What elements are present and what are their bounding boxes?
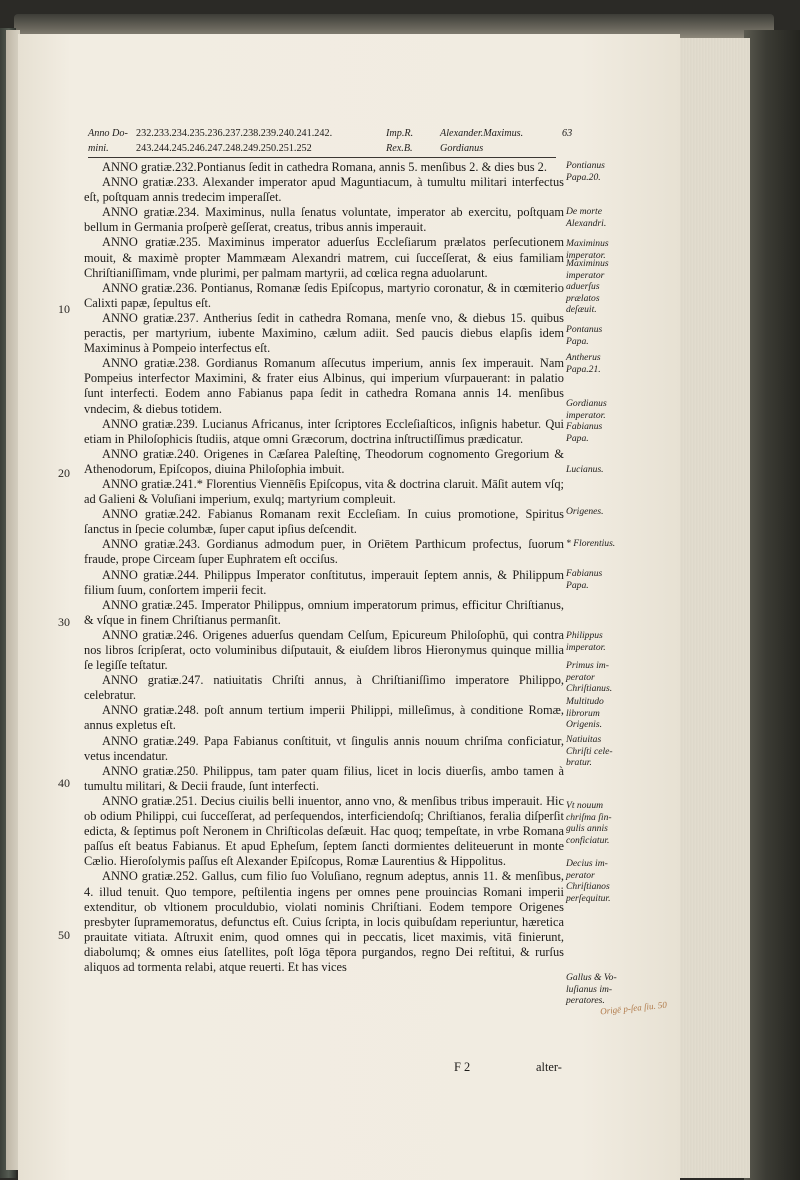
margin-note: Gordianus imperator. Fabianus Papa. xyxy=(566,398,607,444)
signature-mark: F 2 xyxy=(454,1060,471,1074)
margin-note: Primus im- perator Chriſtianus. xyxy=(566,660,613,695)
entry-235: ANNO gratiæ.235. Maximinus imperator aduerſus Eccleſiarum prælatos perſecutionem mouit, & maximè propter Mammæam Alexandri matrem, cui ſucceſſerat, & eius familiam Chriſtianiſſimam, vnde plurimi, per palmam martyrii, ad cœlica regna aduolarunt. xyxy=(84,235,564,280)
entry-241: ANNO gratiæ.241.* Florentius Viennēſis Epiſcopus, vita & doctrina claruit. Māſit autem vſq; ad Galieni & Voluſiani imperium, exulq; martyrium compleuit. xyxy=(84,476,564,507)
header-anno-domini: Anno Do- mini. xyxy=(88,128,128,154)
page-number: 63 xyxy=(562,128,573,139)
entry-247: ANNO gratiæ.247. natiuitatis Chriſti annus, à Chriſtianiſſimo imperatore Philippo, celebratur. xyxy=(84,673,564,703)
header-imp-rex: Imp.R. Rex.B. xyxy=(386,128,414,154)
entry-236: ANNO gratiæ.236. Pontianus, Romanæ ſedis Epiſcopus, martyrio coronatur, & in cœmiterio Calixti papæ, ſepultus eſt. xyxy=(84,280,564,310)
entry-233: ANNO gratiæ.233. Alexander imperator apud Maguntiacum, à tumultu militari interfectus eſt, poſtquam annis tredecim imperaſſet. xyxy=(84,175,564,205)
margin-note: Maximinus imperator. xyxy=(566,238,609,261)
header-years-row1: 232.233.234.235.236.237.238.239.240.241.242. xyxy=(136,128,333,139)
margin-note: Maximinus imperator aduerſus prælatos deſæuit. xyxy=(566,258,609,316)
margin-note: Antherus Papa.21. xyxy=(566,352,601,375)
margin-note: Decius im- perator Chriſtianos perſequitur. xyxy=(566,858,611,904)
margin-note: De morte Alexandri. xyxy=(566,206,607,229)
entry-243: ANNO gratiæ.243. Gordianus admodum puer, in Oriētem Parthicum profectus, ſuorum fraude, prope Circeam ſuper Euphratem eſt occiſus. xyxy=(84,537,564,567)
margin-note: Gallus & Vo- luſianus im- peratores. xyxy=(566,972,617,1007)
entry-232: ANNO gratiæ.232.Pontianus ſedit in cathedra Romana, annis 5. menſibus 2. & dies bus 2. xyxy=(102,160,547,174)
margin-note: Multitudo librorum Origenis. xyxy=(566,696,604,731)
entry-242: ANNO gratiæ.242. Fabianus Romanam rexit Eccleſiam. In cuius promotione, Spiritus ſanctus in ſpecie columbæ, ſuper caput ipſius deſcendit. xyxy=(84,507,564,537)
margin-note: Fabianus Papa. xyxy=(566,568,603,591)
line-number-20: 20 xyxy=(58,466,70,480)
main-text-column xyxy=(84,160,564,975)
margin-note: Natiuitas Chriſti cele- bratur. xyxy=(566,734,613,769)
margin-note: Pontianus Papa.20. xyxy=(566,160,605,183)
entry-245: ANNO gratiæ.245. Imperator Philippus, omnium imperatorum primus, efficitur Chriſtianus, & vſque in finem Chriſtianus permanſit. xyxy=(84,597,564,627)
entry-248: ANNO gratiæ.248. poſt annum tertium imperii Philippi, milleſimus, à conditione Romæ, annus expletus eſt. xyxy=(84,703,564,733)
entry-246: ANNO gratiæ.246. Origenes aduerſus quendam Celſum, Epicureum Philoſophū, qui contra nos libros ſcripſerat, octo voluminibus diſputauit, & eiuſdem libros Hieronymus quinque millia ſe legiſſe teſtatur. xyxy=(84,627,564,673)
header-emperors: Alexander.Maximus. Gordianus xyxy=(440,128,524,154)
running-header xyxy=(88,126,574,156)
line-number-40: 40 xyxy=(58,776,70,790)
entry-250: ANNO gratiæ.250. Philippus, tam pater quam filius, licet in locis diuerſis, ambo tamen à tumultu militari, & Decii fraude, ſunt interfecti. xyxy=(84,763,564,793)
header-rule xyxy=(88,157,556,158)
entry-239: ANNO gratiæ.239. Lucianus Africanus, inter ſcriptores Eccleſiaſticos, inſignis habetur. Qui etiam in Philoſophicis ſtudiis, atque omni Græcorum, doctrina inſtructiſſimus prædicatur. xyxy=(84,416,564,446)
entry-240: ANNO gratiæ.240. Origenes in Cæſarea Paleſtinę, Theodorum cognomento Gregorium & Athenodorum, Epiſcopos, diuina Philoſophia imbuit. xyxy=(84,446,564,476)
header-years xyxy=(136,126,332,156)
margin-note: Vt nouum chriſma ſin- gulis annis conficiatur. xyxy=(566,800,612,846)
margin-note: * Florentius. xyxy=(566,538,616,549)
margin-note: Pontanus Papa. xyxy=(566,324,603,347)
entry-237: ANNO gratiæ.237. Antherius ſedit in cathedra Romana, menſe vno, & diebus 15. quibus peractis, per martyrium, iubente Maximino, cælum adiit. Sed paucis diebus elapſis idem Maximinus à Pompeio interfectus eſt. xyxy=(84,310,564,356)
entry-238: ANNO gratiæ.238. Gordianus Romanum aſſecutus imperium, annis ſex imperauit. Nam Pompeius interfector Maximini, & frater eius Albinus, qui imperium vſurpauerant: in palatio ſunt interfecti. Eodem anno Fabianus papa ſedit in cathedra Romana annis 14. menſibus vndecim, & diebus totidem. xyxy=(84,356,564,416)
handwritten-annotation: Origē p-ſea ſiu. 50 xyxy=(599,999,668,1017)
entry-244: ANNO gratiæ.244. Philippus Imperator conſtitutus, imperauit ſeptem annis, & Philippum filium ſuum, conſortem imperii fecit. xyxy=(84,567,564,597)
entry-251: ANNO gratiæ.251. Decius ciuilis belli inuentor, anno vno, & menſibus tribus imperauit. Hic ob odium Philippi, cui ſucceſſerat, ad perſequendos, interficiendoſq; Chriſtianos, feralia diſperſit edicta, & ſeptimus poſt Neronem in Chriſticolas deſæuit. Hac quoq; tempeſtate, in vrbe Romana paſſus eſt beatus Fabianus. Et apud Epheſum, ſeptem ſancti dormientes deliteuerunt in monte Cælio. Hieroſolymis paſſus eſt Alexander Epiſcopus, Romæ Laurentius & Hippolitus. xyxy=(84,793,564,869)
margin-note: Philippus imperator. xyxy=(566,630,606,653)
line-number-50: 50 xyxy=(58,928,70,942)
margin-note: Origenes. xyxy=(566,506,604,517)
book-cover-right xyxy=(744,30,800,1180)
line-number-30: 30 xyxy=(58,615,70,629)
catchword: alter- xyxy=(536,1060,562,1074)
header-years-row2: 243.244.245.246.247.248.249.250.251.252 xyxy=(136,143,312,154)
entry-249: ANNO gratiæ.249. Papa Fabianus conſtituit, vt ſingulis annis nouum chriſma conficiatur, vetus incendatur. xyxy=(84,733,564,763)
entry-234: ANNO gratiæ.234. Maximinus, nulla ſenatus voluntate, imperator ab exercitu, poſtquam bellum in Germania proſperè geſſerat, creatus, tribus annis imperauit. xyxy=(84,205,564,235)
margin-note: Lucianus. xyxy=(566,464,604,475)
line-number-10: 10 xyxy=(58,302,70,316)
entry-252: ANNO gratiæ.252. Gallus, cum filio ſuo Voluſiano, regnum adeptus, annis 11. & menſibus, 4. illud tenuit. Quo tempore, peſtilentia ingens per omnes pene prouincias Romani imperii extenditur, ob vltionem proculdubio, violati nominis Chriſtiani. Eodem tempore Origenes presbyter ſupramemoratus, defunctus eſt. Cuius ſcripta, in locis quibuſdam reperiuntur, hæretica prauitate vitiata. Aſtruxit enim, quod omnes qui in peccatis, licet maximis, vitā finierunt, diabolumq; & omnes eius ſatellites, poſt lōga tēpora purgandos, regno Dei reſtitui, & rurſus aliquos ad tormenta relabi, atque reuerti. Et has vices xyxy=(84,869,564,974)
